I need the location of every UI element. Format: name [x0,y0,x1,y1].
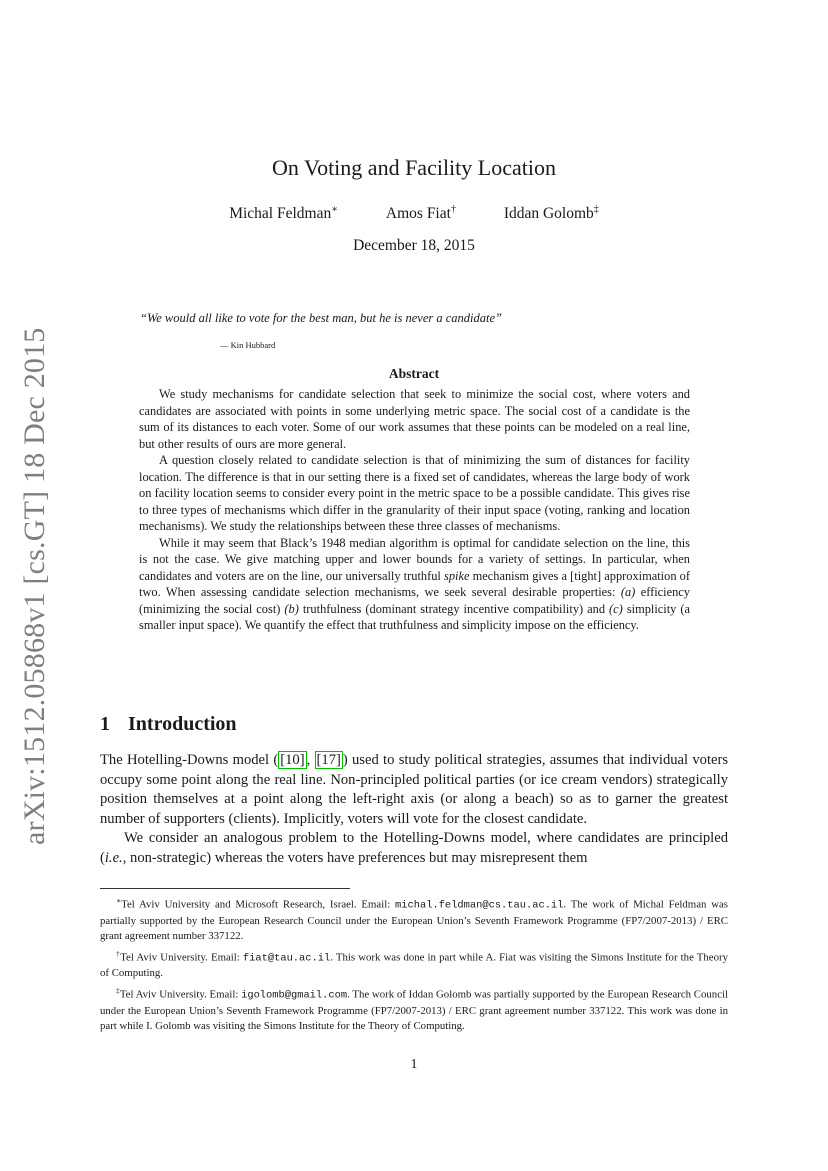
section-number: 1 [100,713,110,735]
intro-paragraph-1 [100,751,728,829]
body-text: , [306,752,315,768]
author-footnote-mark[interactable]: † [450,204,456,215]
author-footnote-mark[interactable]: ∗ [331,204,339,215]
abstract-text: truthfulness (dominant strategy incentive compatibility) and [298,601,610,616]
paper-title: On Voting and Facility Location [272,155,556,180]
property-a-label: (a) [620,585,636,599]
author-feldman [229,205,338,222]
author-fiat [386,205,456,222]
ie-abbrev: i.e. [104,849,123,866]
section-title: Introduction [128,713,237,735]
footnote-text: . This work was done in part while A. Fiat was visiting the Simons Institute for the Theory of Computing. [100,951,728,980]
email-feldman[interactable]: michal.feldman@cs.tau.ac.il [395,899,564,912]
abstract-paragraph-3 [139,535,690,634]
footnote-text: . The work of Iddan Golomb was partially supported by the European Research Council under the European Union’s Seventh Framework Programme (FP7/2007-2013) / ERC grant agreement number 337122. This work was done in part while I. Golomb was visiting the Simons Institute for the Theory of Computing. [100,988,728,1032]
intro-paragraph-2 [100,829,728,868]
footnote-mark: ‡ [116,986,120,996]
introduction-body [100,751,728,869]
section-heading-introduction [100,713,237,736]
body-text: We consider an analogous problem to the Hotelling-Downs model, where candidates are principled ( [100,830,728,866]
footnote-mark: ∗ [116,896,122,905]
author-footnote-mark[interactable]: ‡ [593,204,599,215]
abstract-text: simplicity (a smaller input space). We quantify the effect that truthfulness and simplicity impose on the efficiency. [139,601,691,632]
footnote-text: Tel Aviv University and Microsoft Research, Israel. Email: [121,898,396,911]
spike-term: spike [444,568,470,583]
footnote-golomb [100,983,728,1034]
footnote-text: Tel Aviv University. Email: [120,951,243,964]
arxiv-identifier-stamp[interactable]: arXiv:1512.05868v1 [cs.GT] 18 Dec 2015 [18,327,51,845]
epigraph-attribution: — Kin Hubbard [220,340,276,350]
abstract-paragraph-1: We study mechanisms for candidate selection that seek to minimize the social cost, where voters and candidates are associated with points in some underlying metric space. The social cost of a candidate is the sum of its distances to each voter. Some of our work assumes that these points can be modeled on a real line, but other results of ours are more general. [139,387,690,451]
author-name: Iddan Golomb [503,205,594,223]
abstract-paragraph-2: A question closely related to candidate selection is that of minimizing the sum of distances for facility location. The difference is that in our setting there is a fixed set of candidates, whereas the large body of work on facility location seems to consider every point in the metric space to be a possible candidate. This gives rise to three types of mechanisms which differ in the granularity of their input space (voting, ranking and location mechanisms). We study the relationships between these three classes of mechanisms. [139,453,690,533]
body-text: The Hotelling-Downs model ( [100,752,279,768]
citation-link-17[interactable]: [17] [316,752,341,768]
email-golomb[interactable]: igolomb@gmail.com [241,989,348,1002]
abstract-heading: Abstract [388,366,440,381]
abstract-text: While it may seem that Black’s 1948 median algorithm is optimal for candidate selection on the line, this is not the case. We give matching upper and lower bounds for a variety of settings. In particular, when candidates and voters are on the line, our universally truthful [139,535,690,583]
author-name: Amos Fiat [385,205,451,223]
abstract-body [139,386,690,634]
abstract-text: mechanism gives a [tight] approximation of two. When assessing candidate selection mechanisms, we seek several desirable properties: [139,568,690,599]
footnote-feldman [100,893,728,944]
email-fiat[interactable]: fiat@tau.ac.il [242,952,331,965]
paper-date: December 18, 2015 [353,237,475,254]
footnote-text: . The work of Michal Feldman was partially supported by the European Research Council under the European Union’s Seventh Framework Programme (FP7/2007-2013) / ERC grant agreement number 337122. [100,898,729,942]
citation-link-10[interactable]: [10] [280,752,305,768]
body-text: ) used to study political strategies, assumes that individual voters occupy some point along the real line. Non-principled political parties (or ice cream vendors) strategically position themselves at a point along the left-right axis (or along a beach) so as to garner the greatest number of supporters (clients). Implicitly, voters will vote for the closest candidate. [100,752,729,827]
author-golomb [504,205,599,222]
body-text: , non-strategic) whereas the voters have preferences but may misrepresent them [122,849,588,866]
footnote-divider [100,888,350,889]
footnote-text: Tel Aviv University. Email: [119,988,242,1001]
author-name: Michal Feldman [229,205,332,223]
author-list [0,204,828,223]
footnotes [100,893,728,1036]
footnote-fiat [100,946,728,982]
property-b-label: (b) [284,601,299,616]
abstract-text: efficiency (minimizing the social cost) [139,585,690,616]
epigraph-quote: “We would all like to vote for the best man, but he is never a candidate” [140,311,502,325]
property-c-label: (c) [609,601,623,616]
page-number: 1 [410,1057,418,1072]
footnote-mark: † [116,948,121,958]
